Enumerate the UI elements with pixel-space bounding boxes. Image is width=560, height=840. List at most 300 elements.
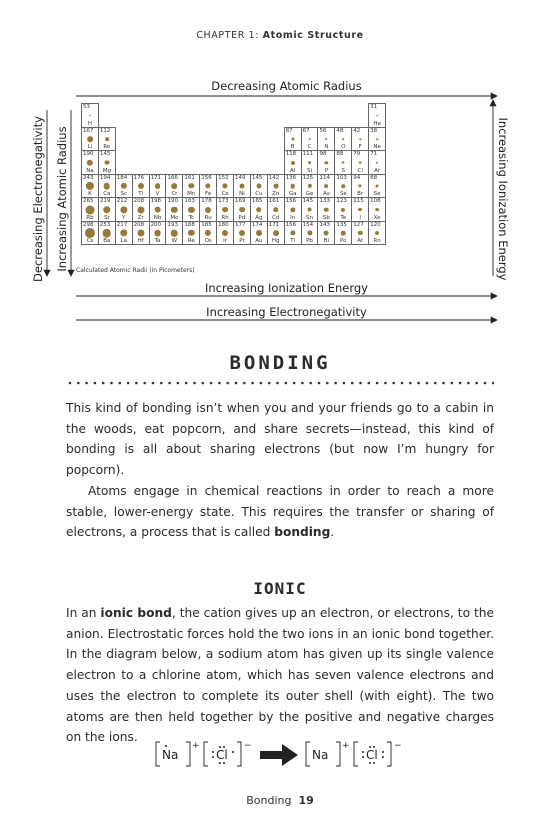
atomic-radius-value: 183: [184, 198, 195, 204]
element-symbol: Bi: [323, 238, 330, 244]
element-symbol: I: [359, 214, 361, 221]
atomic-radius-value: 127: [353, 221, 364, 228]
element-symbol: Ne: [373, 144, 381, 150]
atomic-radius-value: 42: [353, 127, 361, 134]
element-cell-c: [301, 127, 318, 151]
element-symbol: K: [88, 191, 92, 197]
atomic-radius-dot: [256, 184, 261, 189]
element-cell-zn: [267, 174, 284, 198]
bottom-arrow-1-label: Increasing Ionization Energy: [205, 281, 368, 295]
element-symbol: Pd: [238, 214, 246, 221]
atomic-radius-value: 56: [319, 127, 327, 134]
atomic-radius-value: 120: [370, 221, 381, 228]
atomic-radius-value: 180: [218, 221, 229, 228]
element-cell-au: [250, 221, 267, 245]
atomic-radius-dot: [120, 206, 127, 213]
element-symbol: N: [324, 144, 329, 150]
bonding-body: [66, 398, 494, 543]
atomic-radius-value: 98: [319, 151, 327, 157]
element-cell-bi: [318, 221, 335, 245]
atomic-radius-value: 198: [150, 198, 162, 204]
atomic-radius-value: 38: [370, 127, 378, 134]
element-cell-pt: [234, 221, 251, 245]
element-symbol: F: [358, 144, 362, 150]
atomic-radius-dot: [86, 182, 94, 190]
element-symbol: Re: [187, 238, 195, 244]
atomic-radius-dot: [87, 136, 93, 142]
atomic-radius-value: 165: [251, 198, 263, 204]
element-cell-o: [335, 127, 352, 151]
atomic-radius-dot: [325, 161, 328, 164]
element-cell-ni: [234, 174, 251, 198]
footer-section: Bonding: [246, 794, 292, 807]
element-symbol: Li: [87, 144, 93, 150]
atomic-radius-dot: [376, 161, 378, 163]
atomic-radius-value: 135: [336, 221, 347, 228]
atomic-radius-dot: [342, 184, 346, 188]
atomic-radius-value: 243: [83, 174, 94, 181]
element-cell-cu: [250, 174, 267, 198]
atomic-radius-value: 88: [370, 174, 378, 181]
atomic-radius-value: 161: [184, 174, 195, 181]
atomic-radius-dot: [171, 206, 177, 212]
atomic-radius-dot: [291, 138, 294, 141]
atomic-radius-value: 145: [302, 198, 314, 204]
atomic-radius-dot: [256, 230, 262, 236]
element-cell-xe: [369, 198, 386, 222]
atomic-radius-value: 67: [302, 127, 310, 134]
atomic-radius-value: 71: [370, 151, 378, 157]
atomic-radius-dot: [256, 207, 262, 213]
element-cell-na: [82, 151, 99, 175]
element-symbol: Al: [289, 167, 296, 174]
left-outer-label: Decreasing Electronegativity: [31, 116, 45, 282]
element-symbol: Cr: [171, 191, 178, 197]
figure-note: Calculated Atomic Radii (in Picometers): [76, 267, 195, 274]
element-symbol: P: [324, 167, 329, 174]
atomic-radius-value: 145: [251, 174, 263, 181]
element-symbol: O: [341, 144, 346, 150]
element-cell-nb: [149, 198, 166, 222]
element-cell-br: [352, 174, 369, 198]
element-symbol: Re: [103, 144, 111, 150]
atomic-radius-dot: [85, 228, 95, 238]
element-cell-mn: [183, 174, 200, 198]
atomic-radius-dot: [307, 207, 312, 212]
element-symbol: Hf: [137, 238, 144, 244]
element-symbol: C: [307, 144, 312, 150]
atomic-radius-value: 142: [268, 174, 280, 181]
element-cell-sc: [115, 174, 132, 198]
element-symbol: Ir: [223, 238, 228, 244]
element-symbol: Sc: [120, 191, 127, 197]
atomic-radius-dot: [359, 161, 362, 164]
atomic-radius-dot: [273, 207, 278, 212]
atomic-radius-value: 136: [285, 174, 297, 181]
element-symbol: Te: [340, 214, 347, 221]
element-cell-cs: [82, 221, 99, 245]
atomic-radius-dot: [290, 207, 295, 212]
element-cell-i: [352, 198, 369, 222]
atomic-radius-dot: [154, 206, 161, 213]
element-symbol: Cs: [86, 238, 94, 244]
ionic-body: [66, 603, 494, 748]
element-symbol: Tl: [290, 238, 296, 244]
atomic-radius-dot: [376, 115, 378, 117]
atomic-radius-dot: [137, 206, 144, 213]
atomic-radius-value: 156: [285, 198, 297, 204]
ionic-paragraph: In an ionic bond, the cation gives up an electron, or electrons, to the anion. Electrostatic forces hold the two ions in an ionic bond together. In the diagram below, a sodium atom has given up its single valence electron to a chlorine atom, which has seven valence electrons and uses the electron to complete its outer shell (with eight). The two atoms are then held together by the positive and negative charges on the ions.: [66, 606, 494, 745]
element-cell-rn: [369, 221, 386, 245]
atomic-radius-value: 79: [353, 151, 361, 157]
atomic-radius-value: 115: [353, 198, 364, 204]
element-cell-ge: [301, 174, 318, 198]
atomic-radius-value: 184: [116, 174, 128, 181]
element-cell-b: [284, 127, 301, 151]
atomic-radius-dot: [358, 208, 362, 212]
periodic-table: [81, 103, 386, 245]
element-symbol: Hg: [271, 238, 280, 244]
chapter-title: Atomic Structure: [262, 30, 364, 41]
atomic-radius-dot: [89, 115, 91, 117]
element-cell-tc: [183, 198, 200, 222]
element-cell-p: [318, 151, 335, 175]
element-cell-tl: [284, 221, 301, 245]
atomic-radius-dot: [273, 184, 278, 189]
element-cell-k: [82, 174, 99, 198]
atomic-radius-dot: [324, 184, 328, 188]
atomic-radius-dot: [324, 207, 329, 212]
element-cell-as: [318, 174, 335, 198]
element-symbol: Y: [122, 214, 126, 221]
atomic-radius-dot: [138, 183, 144, 189]
atomic-radius-dot: [324, 231, 329, 236]
element-symbol: Os: [204, 238, 212, 244]
left-inner-label: Increasing Atomic Radius: [55, 126, 69, 272]
atomic-radius-value: 190: [83, 151, 94, 157]
atomic-radius-value: 169: [235, 198, 246, 204]
element-cell-cl: [352, 151, 369, 175]
atomic-radius-value: 48: [336, 127, 344, 134]
right-cl-charge: −: [394, 741, 402, 751]
element-cell-sr: [98, 198, 115, 222]
element-cell-zr: [132, 198, 149, 222]
element-cell-pb: [301, 221, 318, 245]
atomic-radius-dot: [307, 230, 312, 235]
atomic-radius-value: 156: [285, 221, 297, 228]
element-cell-la: [115, 221, 132, 245]
atomic-radius-value: 108: [370, 198, 381, 204]
atomic-radius-dot: [273, 230, 279, 236]
right-na-charge: +: [342, 741, 350, 751]
atomic-radius-value: 171: [150, 174, 162, 181]
element-cell-ti: [132, 174, 149, 198]
atomic-radius-dot: [120, 229, 127, 236]
element-symbol: Mg: [102, 167, 111, 174]
element-symbol: Na: [86, 167, 94, 174]
atomic-radius-dot: [359, 184, 362, 187]
element-cell-ru: [200, 198, 217, 222]
element-symbol: As: [323, 191, 330, 197]
atomic-radius-value: 171: [268, 221, 280, 228]
atomic-radius-value: 253: [99, 221, 111, 228]
element-symbol: Ag: [255, 214, 263, 221]
element-cell-ar: [369, 151, 386, 175]
element-cell-re: [98, 127, 115, 151]
element-symbol: In: [290, 214, 296, 221]
atomic-radius-value: 125: [302, 174, 314, 181]
ionic-equation: [154, 736, 414, 776]
element-symbol: Zr: [137, 214, 144, 221]
atomic-radius-dot: [222, 183, 227, 188]
atomic-radius-dot: [342, 138, 344, 140]
atomic-radius-dot: [308, 138, 310, 140]
atomic-radius-dot: [104, 160, 109, 165]
atomic-radius-value: 193: [167, 221, 178, 228]
element-cell-re: [183, 221, 200, 245]
element-symbol: Se: [339, 191, 347, 197]
element-symbol: Nb: [153, 214, 162, 221]
atomic-radius-dot: [307, 184, 311, 188]
right-na-symbol: Na: [312, 748, 329, 762]
atomic-radius-dot: [171, 230, 178, 237]
atomic-radius-value: 118: [285, 151, 297, 157]
element-cell-ca: [98, 174, 115, 198]
element-cell-cr: [166, 174, 183, 198]
element-symbol: Br: [357, 191, 364, 197]
page-number: 19: [298, 794, 314, 807]
atomic-radius-value: 174: [251, 221, 263, 228]
atomic-radius-value: 94: [353, 174, 361, 181]
ionic-term: ionic bond: [100, 606, 172, 620]
atomic-radius-value: 200: [150, 221, 162, 228]
atomic-radius-value: 188: [184, 221, 195, 228]
atomic-radius-dot: [358, 231, 362, 235]
atomic-radius-value: 154: [302, 221, 314, 228]
element-cell-ir: [217, 221, 234, 245]
element-symbol: Ga: [288, 191, 297, 197]
element-symbol: V: [155, 191, 160, 197]
bonding-term: bonding: [274, 525, 331, 540]
atomic-radius-dot: [205, 206, 211, 212]
atomic-radius-value: 177: [235, 221, 246, 228]
element-symbol: Rb: [86, 214, 94, 221]
atomic-radius-value: 185: [201, 221, 212, 228]
element-symbol: Ni: [239, 191, 245, 197]
atomic-radius-dot: [342, 161, 345, 164]
element-cell-co: [217, 174, 234, 198]
element-symbol: Zn: [272, 191, 280, 197]
element-cell-in: [284, 198, 301, 222]
element-symbol: Ge: [305, 191, 314, 197]
atomic-radius-dot: [290, 230, 295, 235]
atomic-radius-dot: [104, 183, 111, 190]
atomic-radius-value: 152: [218, 174, 229, 181]
atomic-radius-dot: [290, 184, 295, 189]
top-arrow-label: Decreasing Atomic Radius: [211, 79, 362, 93]
element-cell-n: [318, 127, 335, 151]
atomic-radius-dot: [188, 206, 194, 212]
element-symbol: H: [87, 120, 93, 127]
atomic-radius-dot: [87, 159, 93, 165]
element-symbol: Pt: [239, 238, 245, 244]
atomic-radius-value: 166: [167, 174, 178, 181]
element-cell-at: [352, 221, 369, 245]
chapter-label: CHAPTER 1:: [196, 30, 260, 41]
atomic-radius-value: 194: [99, 174, 111, 181]
atomic-radius-value: 112: [99, 127, 111, 134]
element-cell-si: [301, 151, 318, 175]
atomic-radius-value: 265: [83, 198, 94, 204]
element-symbol: Mn: [187, 191, 196, 197]
element-symbol: Ta: [154, 238, 161, 244]
element-cell-ag: [250, 198, 267, 222]
element-symbol: Sb: [322, 214, 330, 221]
element-cell-w: [166, 221, 183, 245]
atomic-radius-value: 167: [83, 127, 94, 134]
atomic-radius-value: 156: [201, 174, 212, 181]
element-cell-mo: [166, 198, 183, 222]
element-symbol: Sn: [306, 214, 314, 221]
atomic-radius-dot: [341, 207, 345, 211]
left-na-charge: +: [192, 741, 200, 751]
atomic-radius-dot: [376, 185, 379, 188]
element-symbol: Rn: [373, 238, 381, 244]
element-symbol: Sr: [103, 214, 110, 221]
element-symbol: At: [357, 238, 364, 244]
atomic-radius-dot: [103, 206, 110, 213]
element-symbol: Ca: [103, 191, 111, 197]
atomic-radius-value: 176: [133, 174, 145, 181]
atomic-radius-dot: [308, 161, 312, 165]
element-symbol: W: [171, 238, 178, 244]
element-symbol: Xe: [373, 214, 381, 221]
element-symbol: Si: [307, 167, 313, 174]
element-cell-cd: [267, 198, 284, 222]
atomic-radius-value: 53: [83, 104, 90, 110]
atomic-radius-dot: [291, 161, 295, 165]
element-cell-he: [369, 104, 386, 128]
element-cell-hg: [267, 221, 284, 245]
element-cell-h: [82, 104, 99, 128]
atomic-radius-value: 161: [268, 198, 280, 204]
element-cell-pd: [234, 198, 251, 222]
atomic-radius-value: 190: [167, 198, 178, 204]
element-symbol: He: [373, 120, 381, 127]
element-cell-sn: [301, 198, 318, 222]
atomic-radius-value: 173: [218, 198, 229, 204]
atomic-radius-dot: [222, 230, 228, 236]
dotted-divider: [68, 380, 494, 386]
atomic-radius-value: 298: [83, 221, 94, 228]
atomic-radius-dot: [188, 230, 194, 236]
left-na-symbol: Na: [162, 748, 179, 762]
element-symbol: Ba: [103, 238, 111, 244]
element-symbol: S: [341, 167, 346, 174]
atomic-radius-dot: [376, 138, 378, 140]
atomic-radius-value: 219: [99, 198, 111, 204]
element-cell-rh: [217, 198, 234, 222]
atomic-radius-dot: [105, 137, 109, 141]
atomic-radius-value: 114: [319, 174, 330, 181]
element-cell-ta: [149, 221, 166, 245]
element-symbol: Fe: [205, 191, 212, 197]
element-symbol: Cl: [357, 167, 363, 174]
element-symbol: Rh: [221, 214, 229, 221]
element-cell-fe: [200, 174, 217, 198]
atomic-radius-dot: [325, 138, 327, 140]
atomic-radius-dot: [154, 230, 161, 237]
ionic-heading: IONIC: [253, 579, 307, 598]
atomic-radius-value: 123: [336, 198, 347, 204]
atomic-radius-dot: [206, 183, 211, 188]
atomic-radius-dot: [172, 183, 178, 189]
element-cell-al: [284, 151, 301, 175]
atomic-radius-dot: [222, 207, 228, 213]
element-symbol: Ar: [374, 167, 381, 174]
bottom-arrow-2-label: Increasing Electronegativity: [206, 305, 367, 319]
atomic-radius-dot: [103, 229, 112, 238]
element-symbol: Cu: [255, 191, 263, 197]
element-cell-li: [82, 127, 99, 151]
atomic-radius-value: 208: [133, 221, 145, 228]
atomic-radius-value: 103: [336, 174, 347, 181]
atomic-radius-dot: [239, 207, 245, 213]
atomic-radius-dot: [239, 183, 244, 188]
atomic-radius-value: 31: [370, 104, 378, 110]
atomic-radius-value: 149: [235, 174, 246, 181]
atomic-radius-dot: [155, 183, 161, 189]
element-cell-se: [369, 174, 386, 198]
element-cell-s: [335, 151, 352, 175]
atomic-radius-value: 87: [285, 127, 293, 134]
element-cell-hf: [132, 221, 149, 245]
element-cell-f: [352, 127, 369, 151]
element-symbol: La: [120, 238, 127, 244]
atomic-radius-value: 111: [302, 151, 314, 157]
element-symbol: B: [290, 144, 295, 150]
atomic-radius-value: 133: [319, 198, 330, 204]
atomic-radius-value: 88: [336, 151, 344, 157]
element-cell-mg: [98, 151, 115, 175]
right-cl-symbol: Cl: [366, 748, 378, 762]
atomic-radius-dot: [375, 208, 379, 212]
atomic-radius-dot: [341, 231, 346, 236]
element-cell-se: [335, 174, 352, 198]
atomic-radius-dot: [205, 230, 211, 236]
atomic-radius-value: 178: [201, 198, 212, 204]
element-symbol: Se: [373, 191, 381, 197]
element-symbol: Co: [221, 191, 229, 197]
reaction-arrow: [260, 744, 298, 766]
page-footer: [0, 794, 560, 807]
element-symbol: Pb: [306, 238, 313, 244]
element-cell-sb: [318, 198, 335, 222]
bonding-heading: BONDING: [229, 352, 331, 374]
atomic-radius-dot: [189, 183, 194, 188]
element-cell-po: [335, 221, 352, 245]
element-cell-ba: [98, 221, 115, 245]
element-symbol: Ru: [204, 214, 212, 221]
atomic-radius-value: 217: [116, 221, 128, 228]
atomic-radius-value: 145: [99, 151, 111, 157]
atomic-radius-dot: [137, 229, 144, 236]
atomic-radius-dot: [375, 231, 379, 235]
atomic-radius-dot: [359, 138, 361, 140]
atomic-radius-value: 208: [133, 198, 145, 204]
element-symbol: Tc: [188, 214, 195, 221]
bonding-paragraph-1: This kind of bonding isn’t when you and your friends go to a cabin in the woods, eat popcorn, and share secrets—instead, this kind of bonding is all about sharing electrons (but now I’m hungry for popcorn).: [66, 401, 494, 478]
